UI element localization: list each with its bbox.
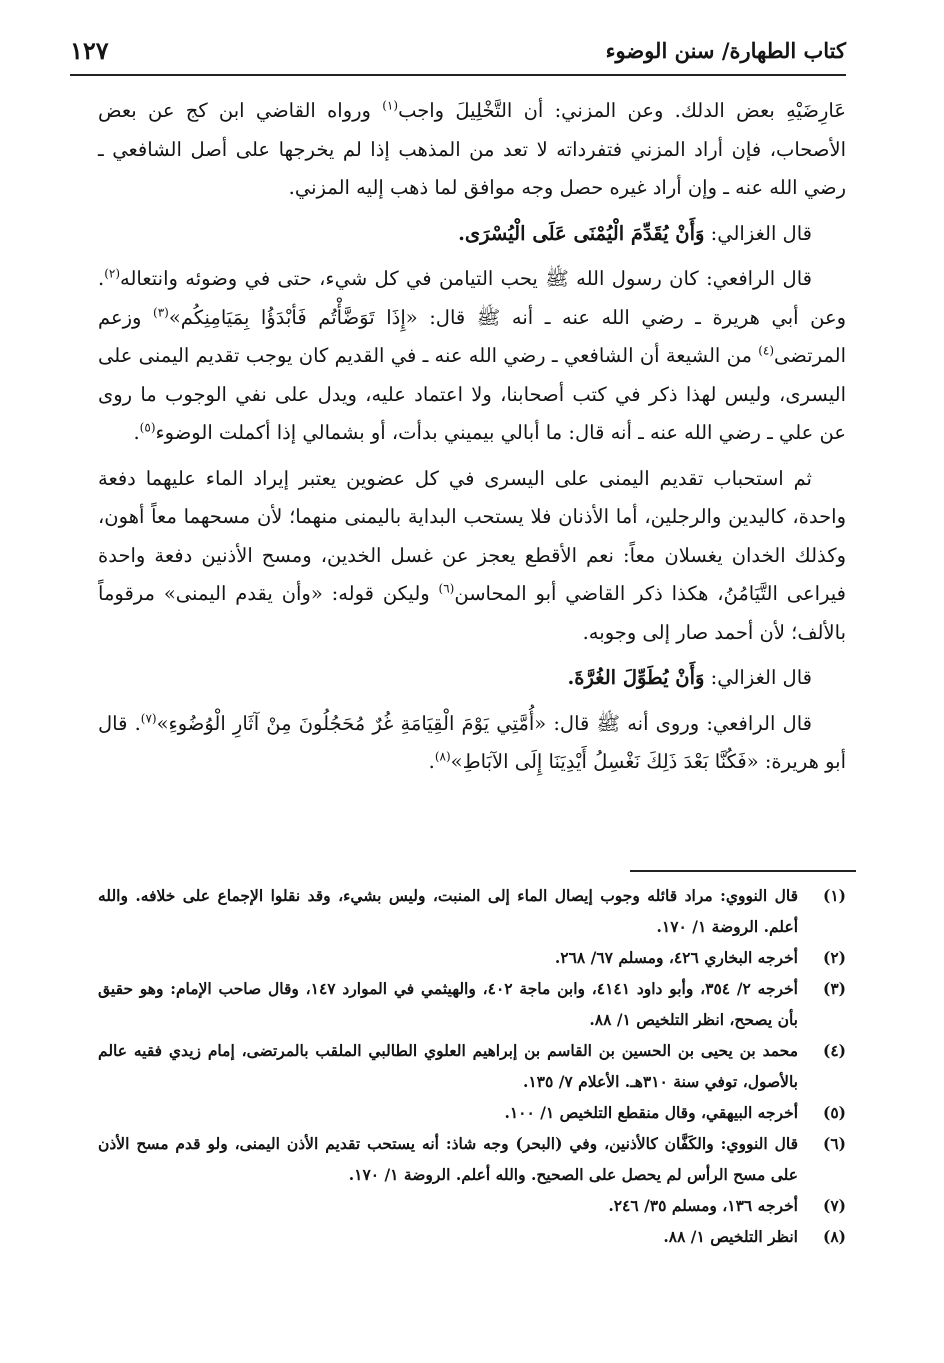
footnote xyxy=(98,1128,846,1190)
footnote xyxy=(98,942,846,973)
text-run: قال الرافعي: كان رسول الله ﷺ يحب التيامن في كل شيء، حتى في وضوئه وانتعاله xyxy=(120,267,812,290)
footnote-number: (٨) xyxy=(822,1227,846,1246)
text-run: . قال أبو هريرة: «فَكُنَّا بَعْدَ ذَلِكَ نَغْسِلُ أَيْدِيَنَا إِلَى الآبَاطِ» xyxy=(98,711,846,773)
paragraph-ghazali-1 xyxy=(98,215,846,254)
footnote-number: (٢) xyxy=(822,948,846,967)
text-run: وليكن قوله: «وأن يقدم اليمنى» مرقوماً بالألف؛ لأن أحمد صار إلى وجوبه. xyxy=(98,582,846,644)
footnotes xyxy=(98,880,846,1252)
footnote-text: انظر التلخيص ١/ ٨٨. xyxy=(663,1227,798,1246)
footnote xyxy=(98,1097,846,1128)
text-run: . وعن أبي هريرة ـ رضي الله عنه ـ أنه ﷺ قال: «إِذَا تَوَضَّأْتُم فَأبْدَؤُا بِمَيَامِنِكُم» xyxy=(98,267,846,329)
footnote-ref-6: (٦) xyxy=(438,581,455,596)
footnote-text: محمد بن يحيى بن الحسين بن القاسم بن إبراهيم العلوي الطالبي الملقب بالمرتضى، إمام زيدي فقيه عالم بالأصول، توفي سنة ٣١٠هـ. الأعلام ٧/ ١٣٥. xyxy=(98,1041,798,1091)
footnote xyxy=(98,1190,846,1221)
footnote-number: (٦) xyxy=(822,1134,846,1153)
text-run: من الشيعة أن الشافعي ـ رضي الله عنه ـ في القديم كان يوجب تقديم اليمنى على اليسرى، وليس لهذا ذكر في كتب أصحابنا، ولا اعتماد عليه، ويدل على نفي الوجوب ما روى عن علي ـ رضي الله عنه ـ أنه قال: ما أبالي بيميني بدأت، أو بشمالي إذا أكملت الوضوء xyxy=(98,344,846,444)
speaker-label: قال الغزالي: xyxy=(704,666,812,689)
paragraph-4 xyxy=(98,460,846,653)
footnote-ref-1: (١) xyxy=(382,98,399,113)
footnote-text: أخرجه ١٣٦، ومسلم ٣٥/ ٢٤٦. xyxy=(608,1196,798,1215)
quoted-text: وَأَنْ يُطَوِّلَ الغُرَّةَ. xyxy=(567,666,705,689)
footnote-ref-3: (٣) xyxy=(153,305,169,319)
text-run: عَارِضَيْهِ بعض الدلك. وعن المزني: أن التَّخْلِيلَ واجب xyxy=(398,99,846,122)
footnote-ref-7: (٧) xyxy=(140,711,157,725)
quoted-text: وَأَنْ يُقَدِّمَ الْيُمْنَى عَلَى الْيُسْرَى. xyxy=(458,221,705,245)
footnote-text: قال النووي: والكَفَّان كالأذنين، وفي (البحر) وجه شاذ: أنه يستحب تقديم الأذن اليمنى، ولو قدم مسح الأذن على مسح الرأس لم يحصل على الصحيح. والله أعلم. الروضة ١/ ١٧٠. xyxy=(98,1134,798,1184)
footnote-text: قال النووي: مراد قائله وجوب إيصال الماء إلى المنبت، وليس بشيء، وقد نقلوا الإجماع على خلافه. والله أعلم. الروضة ١/ ١٧٠. xyxy=(98,886,798,936)
paragraph-rafii-2 xyxy=(98,705,846,782)
paragraph-rafii-1 xyxy=(98,260,846,453)
text-run: . xyxy=(133,421,140,444)
main-text xyxy=(98,92,846,789)
footnote xyxy=(98,1035,846,1097)
footnote-text: أخرجه البيهقي، وقال منقطع التلخيص ١/ ١٠٠. xyxy=(504,1103,798,1122)
running-header xyxy=(70,34,846,76)
footnote-number: (١) xyxy=(822,886,846,905)
text-run: ورواه القاضي ابن كج عن بعض الأصحاب، فإن أراد المزني فتفرداته لا تعد من المذهب إذا لم يخرجها على أصل الشافعي ـ رضي الله عنه ـ وإن أراد غيره حصل وجه موافق لما ذهب إليه المزني. xyxy=(98,99,846,199)
paragraph-ghazali-2 xyxy=(98,659,846,698)
footnote-ref-5: (٥) xyxy=(139,420,156,435)
text-run: وزعم المرتضى xyxy=(98,305,846,367)
speaker-label: قال الغزالي: xyxy=(704,221,812,245)
text-run: قال الرافعي: وروى أنه ﷺ قال: «أُمَّتِي يَوْمَ الْقِيَامَةِ غُرٌ مُحَجُلُونَ مِنْ آثَارِ الْوُضُوءِ» xyxy=(156,711,812,735)
footnote-number: (٣) xyxy=(822,979,846,998)
paragraph-1 xyxy=(98,92,846,208)
page-number: ١٢٧ xyxy=(70,36,109,65)
footnote-number: (٥) xyxy=(822,1103,846,1122)
footnote xyxy=(98,1221,846,1252)
footnote xyxy=(98,973,846,1035)
footnote-number: (٧) xyxy=(822,1196,846,1215)
chapter-title: كتاب الطهارة/ سنن الوضوء xyxy=(605,38,846,63)
footnote xyxy=(98,880,846,942)
footnote-text: أخرجه البخاري ٤٢٦، ومسلم ٦٧/ ٢٦٨. xyxy=(554,948,798,967)
text-run: . xyxy=(428,750,435,773)
footnote-text: أخرجه ٢/ ٣٥٤، وأبو داود ٤١٤١، وابن ماجة ٤٠٢، والهيثمي في الموارد ١٤٧، وقال صاحب الإمام: وهو حقيق بأن يصحح، انظر التلخيص ١/ ٨٨. xyxy=(98,979,798,1029)
footnote-divider xyxy=(630,870,856,872)
footnote-ref-8: (٨) xyxy=(434,749,451,764)
footnote-ref-2: (٢) xyxy=(104,266,121,281)
footnote-ref-4: (٤) xyxy=(758,343,775,358)
footnote-number: (٤) xyxy=(822,1041,846,1060)
text-run: ثم استحباب تقديم اليمنى على اليسرى في كل عضوين يعتبر إيراد الماء عليهما دفعة واحدة، كاليدين والرجلين، أما الأذنان فلا يستحب البداية باليمنى منهما؛ لأن مسحهما معاً أهون، وكذلك الخدان يغسلان معاً: نعم الأقطع يعجز عن غسل الخدين، ومسح الأذنين دفعة واحدة فيراعى التَّيَامُنُ، هكذا ذكر القاضي أبو المحاسن xyxy=(98,466,846,605)
